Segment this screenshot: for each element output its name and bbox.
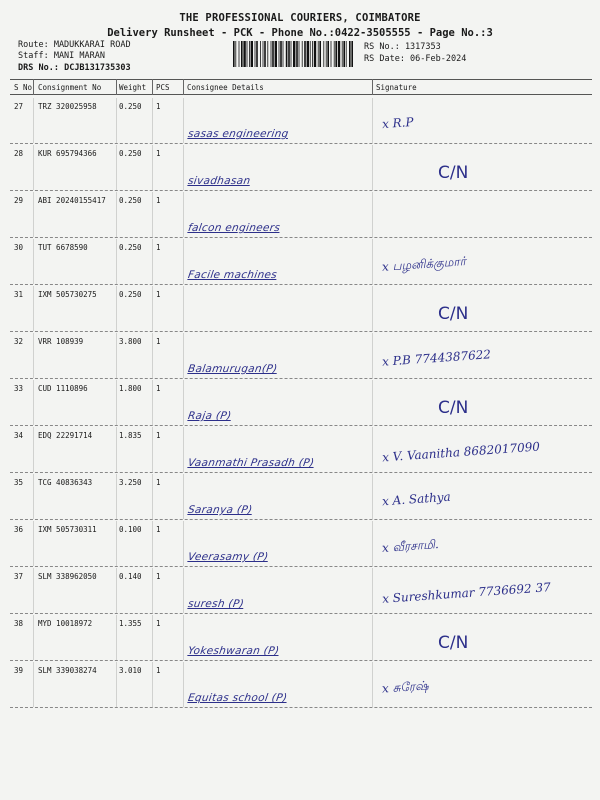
- row-sno: 28: [14, 149, 24, 158]
- col-divider: [152, 474, 153, 519]
- col-divider: [183, 474, 184, 519]
- row-pcs: 1: [156, 619, 161, 628]
- barcode-bar: [296, 41, 298, 67]
- col-divider: [183, 79, 184, 95]
- barcode-bar: [272, 41, 274, 67]
- row-separator: [10, 707, 592, 708]
- barcode-bar: [342, 41, 343, 67]
- col-divider: [116, 615, 117, 660]
- barcode-bar: [323, 41, 324, 67]
- row-cn-mark: C/N: [438, 633, 469, 653]
- barcode-bar: [343, 41, 345, 67]
- row-weight: 3.800: [119, 337, 142, 346]
- col-divider: [116, 662, 117, 707]
- row-separator: [10, 331, 592, 332]
- col-divider: [372, 662, 373, 707]
- col-divider: [183, 568, 184, 613]
- col-divider: [116, 521, 117, 566]
- barcode-bar: [264, 41, 266, 67]
- col-divider: [116, 145, 117, 190]
- row-pcs: 1: [156, 525, 161, 534]
- barcode-bar: [247, 41, 248, 67]
- col-divider: [152, 662, 153, 707]
- col-divider: [183, 192, 184, 237]
- row-consignee: Raja (P): [187, 410, 233, 422]
- drs-number: [18, 63, 131, 73]
- row-pcs: 1: [156, 572, 161, 581]
- row-consignment-no: TUT 6678590: [38, 243, 88, 252]
- barcode-bar: [263, 41, 264, 67]
- row-signature: x R.P: [381, 114, 414, 132]
- barcode-bar: [312, 41, 313, 67]
- barcode-bar: [275, 41, 277, 67]
- row-pcs: 1: [156, 431, 161, 440]
- col-divider: [116, 427, 117, 472]
- col-divider: [33, 474, 34, 519]
- barcode-bar: [302, 41, 303, 67]
- col-divider: [33, 239, 34, 284]
- col-divider: [152, 427, 153, 472]
- col-divider: [152, 333, 153, 378]
- row-weight: 0.100: [119, 525, 142, 534]
- col-divider: [33, 662, 34, 707]
- col-divider: [116, 239, 117, 284]
- table-top-rule: [10, 79, 592, 80]
- barcode-bar: [310, 41, 311, 67]
- col-divider: [152, 286, 153, 331]
- col-divider: [372, 474, 373, 519]
- col-divider: [372, 145, 373, 190]
- header-signature: Signature: [376, 83, 417, 92]
- col-divider: [33, 98, 34, 143]
- col-divider: [372, 615, 373, 660]
- row-weight: 1.835: [119, 431, 142, 440]
- row-consignee: Vaanmathi Prasadh (P): [187, 457, 316, 469]
- row-separator: [10, 190, 592, 191]
- row-consignment-no: VRR 108939: [38, 337, 84, 346]
- col-divider: [372, 333, 373, 378]
- col-divider: [372, 239, 373, 284]
- row-consignee: Facile machines: [187, 269, 278, 281]
- row-consignee: suresh (P): [187, 598, 245, 610]
- row-consignment-no: MYD 10018972: [38, 619, 93, 628]
- col-divider: [183, 98, 184, 143]
- row-consignment-no: IXM 505730311: [38, 525, 97, 534]
- barcode-bar: [260, 41, 261, 67]
- col-divider: [116, 286, 117, 331]
- row-separator: [10, 519, 592, 520]
- row-sno: 30: [14, 243, 24, 252]
- row-sno: 29: [14, 196, 24, 205]
- col-divider: [116, 79, 117, 95]
- barcode-bar: [241, 41, 243, 67]
- row-pcs: 1: [156, 290, 161, 299]
- row-signature: x Sureshkumar 7736692 37: [381, 580, 552, 606]
- row-sno: 34: [14, 431, 24, 440]
- barcode-bar: [233, 41, 235, 67]
- barcode-bar: [288, 41, 290, 67]
- company-title: THE PROFESSIONAL COURIERS, COIMBATORE: [179, 12, 421, 24]
- barcode-bar: [243, 41, 245, 67]
- row-pcs: 1: [156, 102, 161, 111]
- barcode-bar: [351, 41, 353, 67]
- col-divider: [116, 192, 117, 237]
- col-divider: [372, 521, 373, 566]
- barcode-bar: [279, 41, 280, 67]
- col-divider: [183, 427, 184, 472]
- row-consignment-no: ABI 20240155417: [38, 196, 106, 205]
- col-divider: [33, 145, 34, 190]
- row-signature: x P.B 7744387622: [381, 347, 492, 369]
- col-divider: [372, 192, 373, 237]
- col-divider: [183, 145, 184, 190]
- barcode-bar: [249, 41, 250, 67]
- row-signature: x சுரேஷ்: [381, 678, 429, 696]
- barcode-bar: [255, 41, 256, 67]
- col-divider: [183, 662, 184, 707]
- row-pcs: 1: [156, 337, 161, 346]
- row-sno: 36: [14, 525, 24, 534]
- col-divider: [183, 380, 184, 425]
- col-divider: [372, 427, 373, 472]
- row-consignment-no: IXM 505730275: [38, 290, 97, 299]
- header-pcs: PCS: [156, 83, 170, 92]
- row-separator: [10, 237, 592, 238]
- row-consignee: Yokeshwaran (P): [187, 645, 280, 657]
- row-consignee: sivadhasan: [187, 175, 252, 187]
- barcode-bar: [267, 41, 268, 67]
- barcode-bar: [280, 41, 282, 67]
- row-weight: 0.250: [119, 196, 142, 205]
- col-divider: [152, 145, 153, 190]
- row-consignment-no: TRZ 320025958: [38, 102, 97, 111]
- col-divider: [183, 333, 184, 378]
- barcode-bar: [299, 41, 300, 67]
- header-sno: S No: [14, 83, 33, 92]
- row-sno: 39: [14, 666, 24, 675]
- row-sno: 35: [14, 478, 24, 487]
- row-weight: 0.250: [119, 149, 142, 158]
- row-consignee: Veerasamy (P): [187, 551, 270, 563]
- col-divider: [152, 192, 153, 237]
- row-signature: x வீரசாமி.: [381, 537, 440, 555]
- row-weight: 3.010: [119, 666, 142, 675]
- row-consignment-no: EDQ 22291714: [38, 431, 93, 440]
- row-separator: [10, 378, 592, 379]
- row-consignee: sasas engineering: [187, 128, 290, 140]
- col-divider: [33, 192, 34, 237]
- row-consignee: Balamurugan(P): [187, 363, 279, 375]
- row-consignment-no: KUR 695794366: [38, 149, 97, 158]
- row-signature: x A. Sathya: [381, 489, 452, 509]
- barcode-bar: [331, 41, 332, 67]
- row-separator: [10, 425, 592, 426]
- row-separator: [10, 566, 592, 567]
- header-weight: Weight: [119, 83, 147, 92]
- col-divider: [372, 380, 373, 425]
- col-divider: [183, 521, 184, 566]
- row-weight: 0.140: [119, 572, 142, 581]
- row-weight: 1.800: [119, 384, 142, 393]
- barcode-bar: [286, 41, 288, 67]
- row-signature: x V. Vaanitha 8682017090: [381, 439, 541, 465]
- col-divider: [33, 427, 34, 472]
- col-divider: [116, 333, 117, 378]
- col-divider: [116, 98, 117, 143]
- col-divider: [152, 239, 153, 284]
- row-weight: 3.250: [119, 478, 142, 487]
- barcode-bar: [271, 41, 272, 67]
- barcode-bar: [326, 41, 327, 67]
- col-divider: [33, 380, 34, 425]
- row-pcs: 1: [156, 196, 161, 205]
- header-consignment: Consignment No: [38, 83, 102, 92]
- col-divider: [33, 333, 34, 378]
- header-consignee: Consignee Details: [187, 83, 264, 92]
- rs-date: RS Date: 06-Feb-2024: [364, 54, 467, 64]
- row-pcs: 1: [156, 384, 161, 393]
- barcode-bar: [256, 41, 258, 67]
- row-pcs: 1: [156, 243, 161, 252]
- barcode-bar: [239, 41, 240, 67]
- barcode-bar: [307, 41, 309, 67]
- row-weight: 1.355: [119, 619, 142, 628]
- row-consignment-no: TCG 40836343: [38, 478, 93, 487]
- barcode-bar: [235, 41, 236, 67]
- barcode-bar: [334, 41, 335, 67]
- col-divider: [152, 380, 153, 425]
- route-text: Route: MADUKKARAI ROAD: [18, 40, 131, 50]
- barcode-bar: [293, 41, 295, 67]
- row-sno: 37: [14, 572, 24, 581]
- col-divider: [152, 79, 153, 95]
- row-separator: [10, 472, 592, 473]
- row-weight: 0.250: [119, 243, 142, 252]
- staff-text: Staff: MANI MARAN: [18, 51, 105, 61]
- rs-number: RS No.: 1317353: [364, 42, 441, 52]
- barcode-bar: [327, 41, 329, 67]
- row-consignment-no: SLM 339038274: [38, 666, 97, 675]
- barcode-bar: [283, 41, 284, 67]
- row-sno: 27: [14, 102, 24, 111]
- col-divider: [372, 568, 373, 613]
- barcode-bar: [314, 41, 316, 67]
- col-divider: [183, 239, 184, 284]
- col-divider: [183, 615, 184, 660]
- row-sno: 38: [14, 619, 24, 628]
- col-divider: [152, 568, 153, 613]
- col-divider: [152, 98, 153, 143]
- row-consignment-no: CUD 1110896: [38, 384, 88, 393]
- col-divider: [372, 98, 373, 143]
- runsheet-subtitle: Delivery Runsheet - PCK - Phone No.:0422-3505555 - Page No.:3: [107, 27, 493, 39]
- row-pcs: 1: [156, 149, 161, 158]
- row-pcs: 1: [156, 666, 161, 675]
- barcode-bar: [291, 41, 292, 67]
- barcode-bar: [335, 41, 337, 67]
- row-consignee: falcon engineers: [187, 222, 281, 234]
- table-header-rule: [10, 94, 592, 95]
- row-separator: [10, 660, 592, 661]
- barcode-bar: [346, 41, 347, 67]
- col-divider: [183, 286, 184, 331]
- row-consignee: Saranya (P): [187, 504, 254, 516]
- barcode-bar: [319, 41, 321, 67]
- row-pcs: 1: [156, 478, 161, 487]
- barcode-bar: [251, 41, 253, 67]
- row-weight: 0.250: [119, 102, 142, 111]
- row-cn-mark: C/N: [438, 304, 469, 324]
- barcode-image: [232, 41, 354, 67]
- col-divider: [33, 568, 34, 613]
- col-divider: [372, 286, 373, 331]
- col-divider: [33, 615, 34, 660]
- row-sno: 32: [14, 337, 24, 346]
- row-signature: x பழனிக்குமார்: [381, 254, 467, 274]
- col-divider: [33, 79, 34, 95]
- row-consignment-no: SLM 338962050: [38, 572, 97, 581]
- barcode-bar: [318, 41, 319, 67]
- col-divider: [116, 380, 117, 425]
- row-separator: [10, 143, 592, 144]
- row-weight: 0.250: [119, 290, 142, 299]
- row-cn-mark: C/N: [438, 398, 469, 418]
- col-divider: [152, 615, 153, 660]
- drs-value: DCJB131735303: [64, 63, 131, 73]
- drs-label: DRS No.:: [18, 63, 59, 73]
- col-divider: [372, 79, 373, 95]
- row-separator: [10, 284, 592, 285]
- row-consignee: Equitas school (P): [187, 692, 289, 704]
- row-cn-mark: C/N: [438, 163, 469, 183]
- col-divider: [33, 521, 34, 566]
- barcode-bar: [304, 41, 306, 67]
- col-divider: [116, 474, 117, 519]
- barcode-bar: [349, 41, 351, 67]
- col-divider: [33, 286, 34, 331]
- barcode-bar: [338, 41, 340, 67]
- col-divider: [152, 521, 153, 566]
- row-separator: [10, 613, 592, 614]
- col-divider: [116, 568, 117, 613]
- row-sno: 33: [14, 384, 24, 393]
- row-sno: 31: [14, 290, 24, 299]
